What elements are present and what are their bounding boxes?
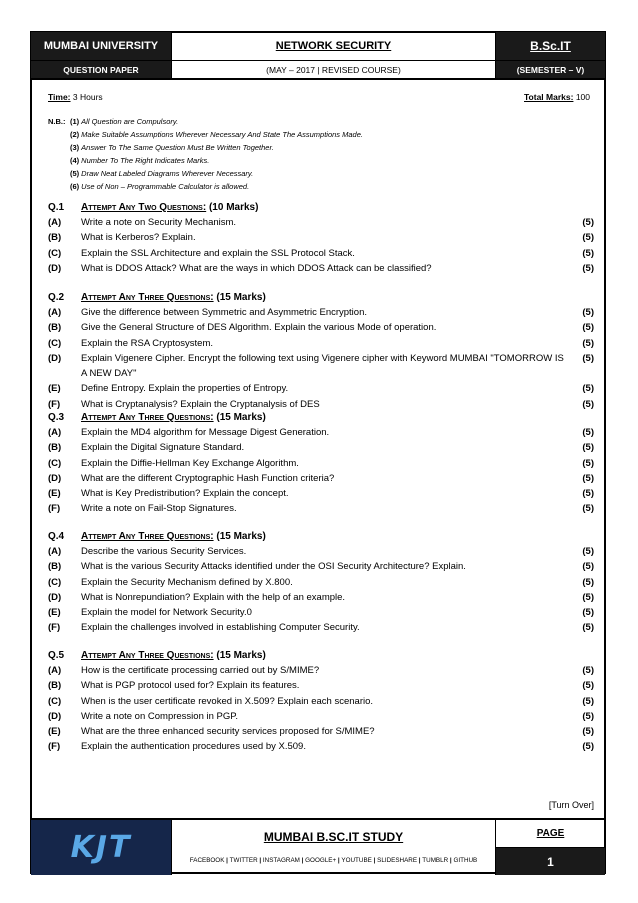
note-text: Make Suitable Assumptions Wherever Necessary And State The Assumptions Made. [81,130,363,139]
question-heading [48,409,594,425]
item-text: How is the certificate processing carried out by S/MIME? [81,665,320,676]
question-item [48,261,594,276]
time-value: 3 Hours [72,92,103,102]
question-item [48,575,594,590]
page-number: 1 [496,848,605,875]
question-block [48,289,594,412]
item-text: What are the three enhanced security services proposed for S/MIME? [81,726,375,738]
item-text: What is PGP protocol used for? Explain its features. [81,680,300,692]
question-item [48,425,594,440]
item-marks: (5) [582,337,594,349]
item-marks: (5) [582,680,594,692]
item-marks: (5) [582,352,594,364]
question-item [48,590,594,605]
item-letter: (C) [48,337,62,349]
question-marks: (15 Marks) [216,530,266,542]
note-text: Draw Neat Labeled Diagrams Wherever Necessary. [81,169,254,178]
item-text: Explain the RSA Cryptosystem. [81,337,213,349]
item-text: What is the various Security Attacks identified under the OSI Security Architecture? Explain. [81,561,466,573]
exam-session: (MAY – 2017 | REVISED COURSE) [171,61,496,78]
question-block [48,199,594,276]
item-text: What is DDOS Attack? What are the ways in which DDOS Attack can be classified? [81,262,432,274]
item-letter: (B) [48,680,62,692]
question-instruction: Attempt Any Three Questions: [81,649,214,661]
item-text: Explain the SSL Architecture and explain the SSL Protocol Stack. [81,247,355,259]
item-letter: (F) [48,398,61,410]
question-block [48,528,594,636]
item-marks: (5) [582,232,594,244]
note-text: Use of Non – Programmable Calculator is allowed. [81,182,250,191]
item-letter: (A) [48,665,62,676]
question-marks: (10 Marks) [208,201,259,213]
question-item [48,620,594,635]
item-letter: (A) [48,546,62,557]
item-marks: (5) [582,472,594,484]
item-letter: (D) [48,262,62,274]
note-text: Number To The Right Indicates Marks. [81,156,210,165]
question-item [48,544,594,559]
social-link[interactable]: YOUTUBE [341,857,372,864]
item-letter: (B) [48,232,62,244]
item-letter: (C) [48,457,62,469]
question-item [48,663,594,678]
note-num: (5) [70,169,80,178]
item-marks: (5) [582,561,594,573]
question-heading [48,647,594,663]
university-name: MUMBAI UNIVERSITY [31,32,171,60]
item-marks: (5) [582,622,594,634]
exam-time [48,92,103,102]
question-item [48,230,594,245]
total-marks [524,92,590,102]
question-item [48,694,594,709]
question-heading [48,528,594,544]
subject-name: NETWORK SECURITY [171,32,496,60]
item-marks: (5) [582,576,594,588]
social-link[interactable]: FACEBOOK [189,857,225,864]
question-item [48,739,594,754]
item-text: What is Key Predistribution? Explain the concept. [81,488,289,500]
question-heading [48,199,594,215]
item-letter: (D) [48,591,62,603]
item-marks: (5) [582,591,594,603]
question-instruction: Attempt Any Three Questions: [81,411,214,423]
footer [31,818,605,875]
question-item [48,724,594,739]
item-text: Describe the various Security Services. [81,546,247,557]
item-letter: (A) [48,217,62,228]
item-text: Give the General Structure of DES Algorithm. Explain the various Mode of operation. [81,322,437,334]
question-heading [48,289,594,305]
item-letter: (F) [48,741,61,753]
footer-title: MUMBAI B.SC.IT STUDY [263,830,404,844]
question-item [48,246,594,261]
note-num: (6) [70,182,80,191]
question-item [48,501,594,516]
question-item [48,351,594,382]
item-marks: (5) [582,503,594,515]
social-link[interactable]: GOOGLE+ [305,857,337,864]
item-text: Write a note on Security Mechanism. [81,217,237,228]
note-text: Answer To The Same Question Must Be Written Together. [81,143,274,152]
question-instruction: Attempt Any Three Questions: [81,530,214,542]
item-text: Explain the Digital Signature Standard. [81,442,245,454]
note-num: (4) [70,156,80,165]
question-marks: (15 Marks) [216,411,266,423]
question-item [48,440,594,455]
item-text: Give the difference between Symmetric and Asymmetric Encryption. [81,307,368,318]
question-item [48,320,594,335]
item-marks: (5) [582,710,594,722]
item-text: What is Cryptanalysis? Explain the Cryptanalysis of DES [81,398,320,410]
question-number: Q.4 [48,530,65,542]
social-link[interactable]: TWITTER [229,857,258,864]
item-letter: (C) [48,576,62,588]
question-item [48,605,594,620]
item-letter: (E) [48,726,61,738]
item-letter: (A) [48,307,62,318]
item-letter: (B) [48,561,62,573]
question-instruction: Attempt Any Two Questions: [81,201,207,213]
question-number: Q.5 [48,649,65,661]
item-letter: (D) [48,352,62,364]
item-text: Explain the model for Network Security.0 [81,607,252,619]
item-text: What is Nonrepundiation? Explain with the help of an example. [81,591,346,603]
question-block [48,409,594,517]
semester: (SEMESTER – V) [496,61,605,78]
item-marks: (5) [582,695,594,707]
social-links: FACEBOOK | TWITTER | INSTAGRAM | GOOGLE+ | YOUTUBE | SLIDESHARE | TUMBLR | GITHUB [189,857,478,864]
item-marks: (5) [582,665,594,676]
page-label: PAGE [496,820,605,848]
item-text: Define Entropy. Explain the properties of Entropy. [81,383,289,395]
note-text: All Question are Compulsory. [81,117,179,126]
item-text: Explain the challenges involved in establishing Computer Security. [81,622,360,634]
question-item [48,709,594,724]
question-item [48,305,594,320]
item-marks: (5) [582,262,594,274]
kjt-logo [31,820,171,875]
note-num: (1) [70,117,80,126]
question-marks: (15 Marks) [216,291,266,303]
item-text: Explain the authentication procedures used by X.509. [81,741,306,753]
item-marks: (5) [582,546,594,557]
social-link[interactable]: INSTAGRAM [262,857,300,864]
item-text: Explain the Diffie-Hellman Key Exchange Algorithm. [81,457,299,469]
item-marks: (5) [582,217,594,228]
question-number: Q.1 [48,201,65,213]
item-marks: (5) [582,247,594,259]
item-marks: (5) [582,488,594,500]
doc-type: QUESTION PAPER [31,61,171,78]
social-link[interactable]: SLIDESHARE [377,857,418,864]
header [31,32,605,80]
item-marks: (5) [582,322,594,334]
question-item [48,215,594,230]
question-instruction: Attempt Any Three Questions: [81,291,214,303]
question-item [48,456,594,471]
item-letter: (D) [48,710,62,722]
item-marks: (5) [582,383,594,395]
item-letter: (F) [48,503,61,515]
social-link[interactable]: GITHUB [453,857,478,864]
item-marks: (5) [582,398,594,410]
item-marks: (5) [582,442,594,454]
question-marks: (15 Marks) [216,649,266,661]
item-letter: (D) [48,472,62,484]
item-text: Explain the MD4 algorithm for Message Digest Generation. [81,427,330,438]
question-item [48,336,594,351]
item-text: Write a note on Fail-Stop Signatures. [81,503,237,515]
item-letter: (B) [48,322,62,334]
item-marks: (5) [582,307,594,318]
item-text: What are the different Cryptographic Hash Function criteria? [81,472,335,484]
item-text: When is the user certificate revoked in X.509? Explain each scenario. [81,695,374,707]
item-marks: (5) [582,607,594,619]
item-letter: (E) [48,607,61,619]
item-letter: (E) [48,383,61,395]
item-text: What is Kerberos? Explain. [81,232,196,244]
logo-text: KJT [70,830,132,865]
course-name: B.Sc.IT [496,32,605,60]
instructions [48,115,363,193]
item-letter: (F) [48,622,61,634]
marks-value: 100 [575,92,590,102]
item-letter: (E) [48,488,61,500]
note-num: (3) [70,143,80,152]
item-letter: (B) [48,442,62,454]
item-text: Write a note on Compression in PGP. [81,710,239,722]
item-letter: (C) [48,247,62,259]
question-item [48,559,594,574]
turn-over-note: [Turn Over] [548,800,594,810]
item-marks: (5) [582,741,594,753]
question-item [48,486,594,501]
item-letter: (A) [48,427,62,438]
note-num: (2) [70,130,80,139]
item-text: Explain Vigenere Cipher. Encrypt the following text using Vigenere cipher with Keyword MUMBAI "TOMORROW IS A NEW DAY" [81,352,564,380]
question-number: Q.3 [48,411,65,423]
question-item [48,678,594,693]
question-block [48,647,594,755]
time-label: Time: [48,92,71,102]
item-text: Explain the Security Mechanism defined by X.800. [81,576,293,588]
item-marks: (5) [582,726,594,738]
marks-label: Total Marks: [524,92,574,102]
question-item [48,471,594,486]
question-item [48,381,594,396]
question-number: Q.2 [48,291,65,303]
item-marks: (5) [582,457,594,469]
item-letter: (C) [48,695,62,707]
item-marks: (5) [582,427,594,438]
nb-label: N.B.: [48,117,66,126]
social-link[interactable]: TUMBLR [422,857,449,864]
